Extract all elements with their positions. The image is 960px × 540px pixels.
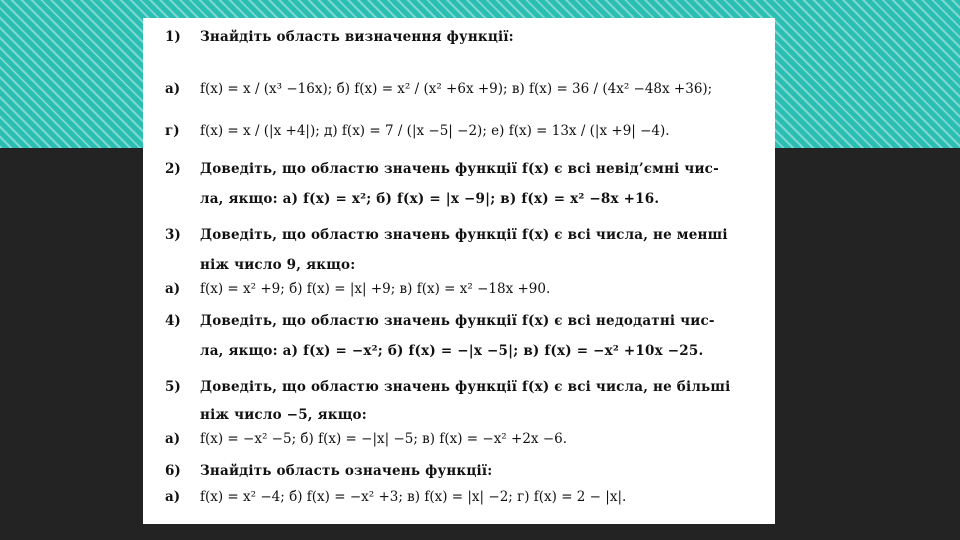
task-text: ніж число −5, якщо:	[200, 407, 367, 423]
math-expression: f(x) = x² +9; б) f(x) = |x| +9; в) f(x) = x² −18x +90.	[200, 281, 551, 297]
task-text: Доведіть, що областю значень функції f(x) є всі числа, не більші	[200, 379, 731, 395]
worksheet-page	[143, 18, 775, 524]
item-label: а)	[165, 489, 181, 505]
task-number: 5)	[165, 379, 181, 395]
task-text: Знайдіть область визначення функції:	[200, 29, 514, 45]
task-text: ла, якщо: а) f(x) = −x²; б) f(x) = −|x −5|; в) f(x) = −x² +10x −25.	[200, 343, 704, 359]
task-text: ніж число 9, якщо:	[200, 257, 356, 273]
task-number: 3)	[165, 227, 181, 243]
item-label: а)	[165, 81, 181, 97]
item-label: а)	[165, 431, 181, 447]
task-number: 2)	[165, 161, 181, 177]
item-label: г)	[165, 123, 180, 139]
task-text: Доведіть, що областю значень функції f(x) є всі недодатні чис-	[200, 313, 715, 329]
task-number: 4)	[165, 313, 181, 329]
task-text: Доведіть, що областю значень функції f(x) є всі невід’ємні чис-	[200, 161, 719, 177]
task-number: 6)	[165, 463, 181, 479]
math-expression: f(x) = x² −4; б) f(x) = −x² +3; в) f(x) = |x| −2; г) f(x) = 2 − |x|.	[200, 489, 627, 505]
task-text: Знайдіть область означень функції:	[200, 463, 493, 479]
math-expression: f(x) = −x² −5; б) f(x) = −|x| −5; в) f(x) = −x² +2x −6.	[200, 431, 568, 447]
item-label: а)	[165, 281, 181, 297]
math-expression: f(x) = x / (|x +4|); д) f(x) = 7 / (|x −5| −2); е) f(x) = 13x / (|x +9| −4).	[200, 123, 670, 139]
task-number: 1)	[165, 29, 181, 45]
math-expression: f(x) = x / (x³ −16x); б) f(x) = x² / (x² +6x +9); в) f(x) = 36 / (4x² −48x +36);	[200, 81, 713, 97]
task-text: Доведіть, що областю значень функції f(x) є всі числа, не менші	[200, 227, 728, 243]
task-text: ла, якщо: а) f(x) = x²; б) f(x) = |x −9|; в) f(x) = x² −8x +16.	[200, 191, 660, 207]
